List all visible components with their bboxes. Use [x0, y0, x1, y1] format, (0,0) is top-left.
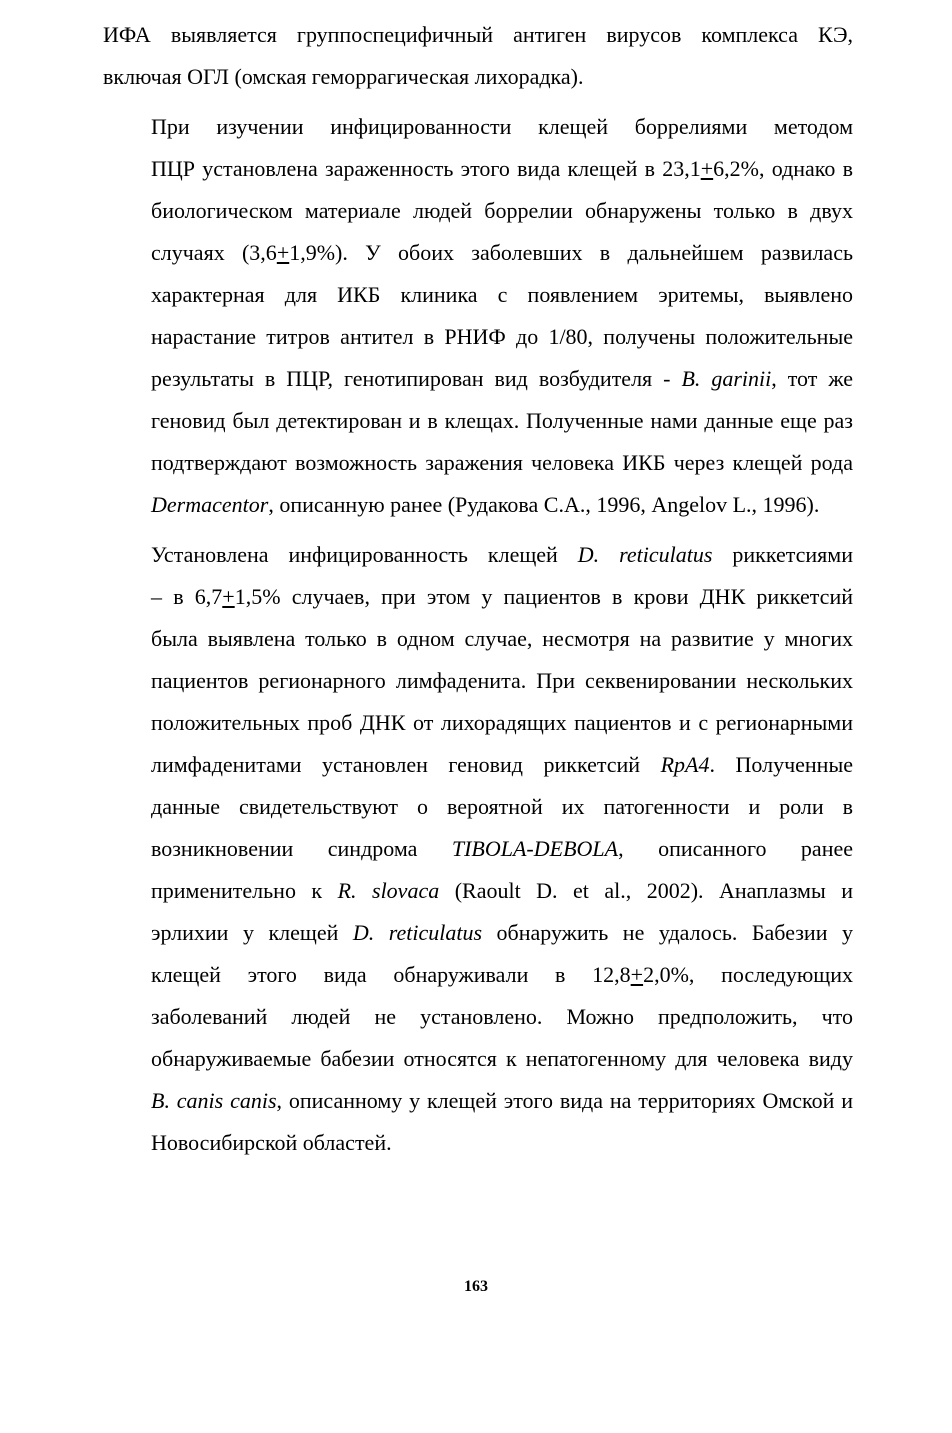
species-name: D. reticulatus: [577, 542, 713, 567]
text-line: обнаруживаемые бабезии относятся к непатогенному для человека виду: [151, 1046, 853, 1071]
text-line: Установлена инфицированность клещей D. reticulatus риккетсиями: [151, 542, 853, 567]
page-body: [103, 14, 853, 1164]
text-line: лимфаденитами установлен геновид риккетсий RpA4. Полученные: [151, 752, 853, 777]
text-line: заболеваний людей не установлено. Можно предположить, что: [151, 1004, 853, 1029]
text-line: характерная для ИКБ клиника с появлением эритемы, выявлено: [151, 282, 853, 307]
plus-minus-sign: +: [700, 156, 714, 181]
text-line: геновид был детектирован и в клещах. Полученные нами данные еще раз: [151, 408, 853, 433]
text-line: B. canis canis, описанному у клещей этого вида на территориях Омской и: [151, 1088, 853, 1113]
text-line: была выявлена только в одном случае, несмотря на развитие у многих: [151, 626, 853, 651]
paragraph-3: [103, 534, 853, 1164]
text-line: При изучении инфицированности клещей боррелиями методом: [151, 114, 853, 139]
plus-minus-sign: +: [630, 962, 644, 987]
text-line: клещей этого вида обнаруживали в 12,8+2,0%, последующих: [151, 962, 853, 987]
text-line: случаях (3,6+1,9%). У обоих заболевших в дальнейшем развилась: [151, 240, 853, 265]
text-line: ПЦР установлена зараженность этого вида клещей в 23,1+6,2%, однако в: [151, 156, 853, 181]
text-line: положительных проб ДНК от лихорадящих пациентов и с регионарными: [151, 710, 853, 735]
syndrome-name: TIBOLA-DEBOLA: [451, 836, 619, 861]
text-line: результаты в ПЦР, генотипирован вид возбудителя - B. garinii, тот же: [151, 366, 854, 391]
text-line: ИФА выявляется группоспецифичный антиген вирусов комплекса КЭ,: [103, 22, 853, 47]
paragraph-2: [103, 106, 853, 526]
text-line: пациентов регионарного лимфаденита. При секвенировании нескольких: [151, 668, 853, 693]
text-line: нарастание титров антител в РНИФ до 1/80, получены положительные: [151, 324, 853, 349]
text-line: данные свидетельствуют о вероятной их патогенности и роли в: [151, 794, 853, 819]
species-name: R. slovaca: [337, 878, 440, 903]
text-line: включая ОГЛ (омская геморрагическая лихорадка).: [103, 64, 584, 89]
species-name: B. canis canis: [151, 1088, 277, 1113]
text-line: эрлихии у клещей D. reticulatus обнаружить не удалось. Бабезии у: [151, 920, 853, 945]
page-number: 163: [464, 1278, 488, 1295]
plus-minus-sign: +: [222, 584, 235, 609]
text-line: применительно к R. slovaca (Raoult D. et al., 2002). Анаплазмы и: [151, 878, 853, 903]
text-line: подтверждают возможность заражения человека ИКБ через клещей рода: [151, 450, 853, 475]
text-line: Новосибирской областей.: [151, 1130, 392, 1155]
genus-name: Dermacentor: [151, 492, 269, 517]
text-line: Dermacentor, описанную ранее (Рудакова С.А., 1996, Angelov L., 1996).: [151, 492, 820, 517]
text-line: биологическом материале людей боррелии обнаружены только в двух: [151, 198, 853, 223]
species-name: B. garinii: [681, 366, 772, 391]
text-line: возникновении синдрома TIBOLA-DEBOLA, описанного ранее: [151, 836, 853, 861]
species-name: D. reticulatus: [352, 920, 483, 945]
plus-minus-sign: +: [276, 240, 290, 265]
text-line: – в 6,7+1,5% случаев, при этом у пациентов в крови ДНК риккетсий: [151, 584, 853, 609]
genovariant-name: RpA4: [660, 752, 710, 777]
paragraph-1: [103, 14, 853, 98]
